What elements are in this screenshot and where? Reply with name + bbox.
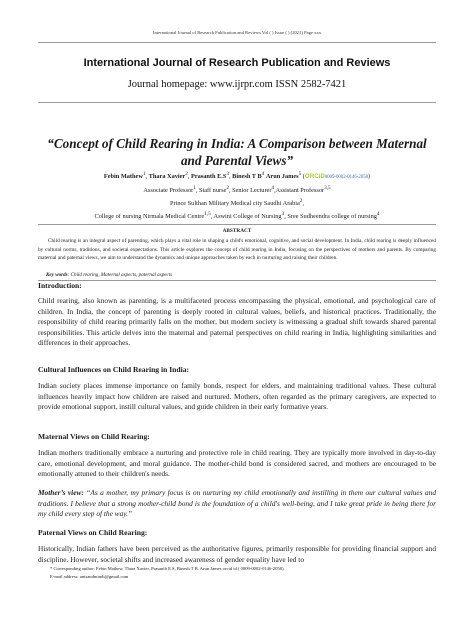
author-name: Febin Mathew <box>103 173 143 181</box>
orcid-id: 0009-0002-0146-2058 <box>324 175 369 181</box>
paternal-paragraph: Historically, Indian fathers have been perceived as the authoritative figures, primarily responsible for providing financial support and discipline. However, societal shifts and increased awareness of gender equality have led to <box>38 544 436 564</box>
abstract-heading: ABSTRACT <box>222 228 252 234</box>
journal-title: International Journal of Research Publication and Reviews <box>83 57 391 69</box>
section-heading-maternal: Maternal Views on Child Rearing: <box>38 432 150 441</box>
section-heading-paternal: Paternal Views on Child Rearing: <box>38 528 148 537</box>
corresponding-author-footnote: * Corresponding author: Febin Mathew, Thara Xavier, Prasanth E.S, Binesh T B, Arun James orcid id ( 0009-0002-0146-2058). <box>50 566 285 571</box>
orcid-link[interactable]: (ORCiD0009-0002-0146-2058) <box>302 173 371 181</box>
maternal-paragraph: Indian mothers traditionally embrace a nurturing and protective role in child rearing. They are typically more involved in day-to-day care, emotional development, and moral guidance. The mother-child bond is considered sacred, and mothers are encouraged to be emotionally attuned to their children's needs. <box>38 448 436 478</box>
email-footnote: E-mail address: anisandmindi@gmail.com <box>50 574 129 579</box>
author-name: Thara Xavier <box>148 173 186 181</box>
orcid-icon: ORCiD <box>304 173 325 181</box>
abstract-text: Child rearing is an integral aspect of parenting, which plays a vital role in shaping a child's emotional, cognitive, and social development. In India, child rearing is deeply influenced by cultural norms, traditions, and societal expectations. This article explores the concept of child rearing in India, focusing on the perspectives of mothers and parents. By comparing maternal and paternal views, we aim to understand the dynamics and unique approaches taken by each in nurturing and raising their children. <box>38 238 436 262</box>
section-heading-introduction: Introduction: <box>38 281 82 290</box>
author-name: Arun James <box>265 173 299 181</box>
introduction-paragraph: Child rearing, also known as parenting, is a multifaceted process encompassing the physical, emotional, and psychological care of children. In India, the concept of parenting is deeply rooted in cultural values, beliefs, and historical practices. Traditionally, the responsibility of child rearing primarily falls on the mother, but modern society is witnessing a gradual shift towards shared parental responsibilities. This article delves into the maternal and paternal perspectives on child rearing in India, highlighting similarities and differences in their approaches. <box>38 296 436 347</box>
author-name: Binesh T B <box>232 173 262 181</box>
running-head: International Journal of Research Publication and Reviews Vol ( ) Issue ( ) (2021) Page xxx <box>152 30 322 35</box>
affiliation-line: Prince Sulthan Military Medical city Saudhi Arabia$^2$, <box>170 198 304 208</box>
author-block <box>30 169 444 222</box>
mothers-view-quote: Mother’s view: “As a mother, my primary focus is on nurturing my child emotionally and instilling in them our cultural values and traditions. I believe that a strong mother-child bond is the foundation of a child's well-being, and I take great pride in being there for my child every step of the way.” <box>38 488 437 518</box>
journal-homepage: Journal homepage: www.ijrpr.com ISSN 2582-7421 <box>127 79 347 90</box>
section-heading-cultural: Cultural Influences on Child Rearing in India: <box>38 365 190 374</box>
abstract-rule-top <box>38 224 436 225</box>
header-rule-bottom <box>38 102 436 103</box>
affiliation-line: College of nursing Nirmala Medical Centre$^{1,5}$, Aswini College of Nursing$^3$, Sree Sudheendra college of nursing$^4$ <box>94 211 380 221</box>
cultural-paragraph: Indian society places immense importance on family bonds, respect for elders, and maintaining traditional values. These cultural influences heavily impact how children are raised and nurtured. Mothers, often regarded as the primary caregivers, are expected to provide emotional support, instill cultural values, and guide children in their early formative years. <box>38 381 436 411</box>
author-name: Prasanth E.S <box>191 173 227 181</box>
article-title: “Concept of Child Rearing in India: A Comparison between Maternal and Parental Views” <box>47 136 427 168</box>
keywords: Key words: Child rearing, Maternal aspects, paternal aspects <box>46 272 173 278</box>
author-line: Febin Mathew$^1$, Thara Xavier$^2$, Prasanth $E.S^3$, Binesh T $B^4$ Arun James$^5$ (ORCiD0009-0002-0146-2058) <box>103 171 371 181</box>
abstract-rule-bottom <box>38 280 436 281</box>
roles-line: Associate Professor$^1$, Staff nurse$^2$, Senior Lecturer$^4$,Assistant Professor$^{3,5}$ <box>143 185 331 195</box>
header-rule-top <box>38 42 436 43</box>
